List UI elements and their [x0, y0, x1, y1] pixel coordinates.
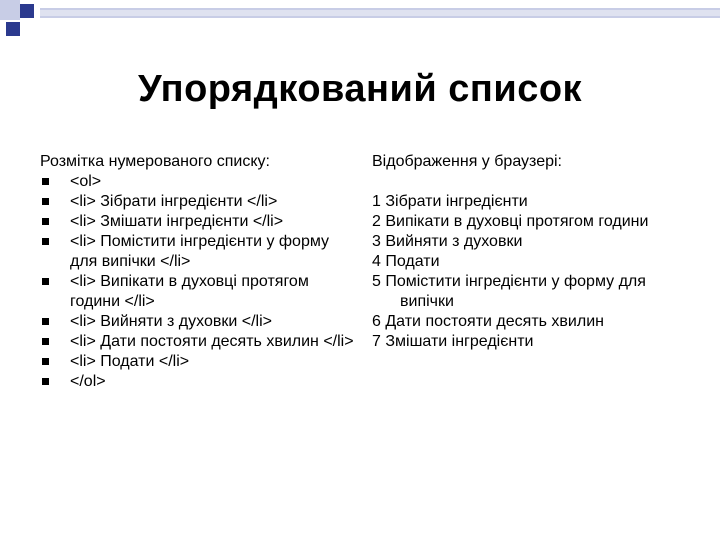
markup-heading: Розмітка нумерованого списку:: [40, 153, 270, 170]
square-bullet-icon: [42, 178, 49, 185]
slide-title: Упорядкований список: [137, 68, 583, 110]
rendered-list: [372, 192, 672, 352]
square-bullet-icon: [42, 338, 49, 345]
square-bullet-icon: [42, 198, 49, 205]
deco-square-bottom: [6, 22, 20, 36]
rendered-list-item: 1 Зібрати інгредієнти: [372, 193, 528, 210]
list-item: [40, 312, 360, 332]
spacer: [372, 172, 672, 192]
markup-list: [40, 172, 360, 392]
deco-square-top-left: [0, 0, 20, 20]
list-item-text: <li> Помістити інгредієнти у форму для випічки </li>: [70, 233, 330, 270]
markup-column: [40, 152, 360, 392]
list-item-text: <li> Зібрати інгредієнти </li>: [70, 193, 278, 210]
decorative-header-bar: [0, 0, 720, 40]
list-item: [40, 212, 360, 232]
list-item-text: <li> Дати постояти десять хвилин </li>: [70, 333, 354, 350]
list-item: [40, 372, 360, 392]
list-item: [40, 352, 360, 372]
deco-stripe-inner: [40, 10, 720, 16]
rendered-list-item: 6 Дати постояти десять хвилин: [372, 313, 604, 330]
square-bullet-icon: [42, 218, 49, 225]
square-bullet-icon: [42, 238, 49, 245]
list-item: [40, 272, 360, 312]
square-bullet-icon: [42, 318, 49, 325]
square-bullet-icon: [42, 358, 49, 365]
square-bullet-icon: [42, 278, 49, 285]
list-item: [40, 332, 360, 352]
rendered-list-item: 2 Випікати в духовці протягом години: [372, 213, 649, 230]
rendered-list-item: 3 Вийняти з духовки: [372, 233, 523, 250]
browser-render-heading: Відображення у браузері:: [372, 153, 562, 170]
deco-square-accent: [20, 4, 34, 18]
list-item: [40, 232, 360, 272]
rendered-list-item: 5 Помістити інгредієнти у форму для випічки: [372, 273, 646, 310]
rendered-list-item: 7 Змішати інгредієнти: [372, 333, 534, 350]
list-item-text: <li> Вийняти з духовки </li>: [70, 313, 272, 330]
list-item: [40, 172, 360, 192]
square-bullet-icon: [42, 378, 49, 385]
list-item-text: <ol>: [70, 173, 102, 190]
list-item-text: <li> Подати </li>: [70, 353, 190, 370]
list-item-text: <li> Змішати інгредієнти </li>: [70, 213, 284, 230]
list-item: [40, 192, 360, 212]
list-item-text: <li> Випікати в духовці протягом години </li>: [70, 273, 309, 310]
list-item-text: </ol>: [70, 373, 106, 390]
rendered-list-item: 4 Подати: [372, 253, 440, 270]
browser-render-column: [372, 152, 672, 352]
